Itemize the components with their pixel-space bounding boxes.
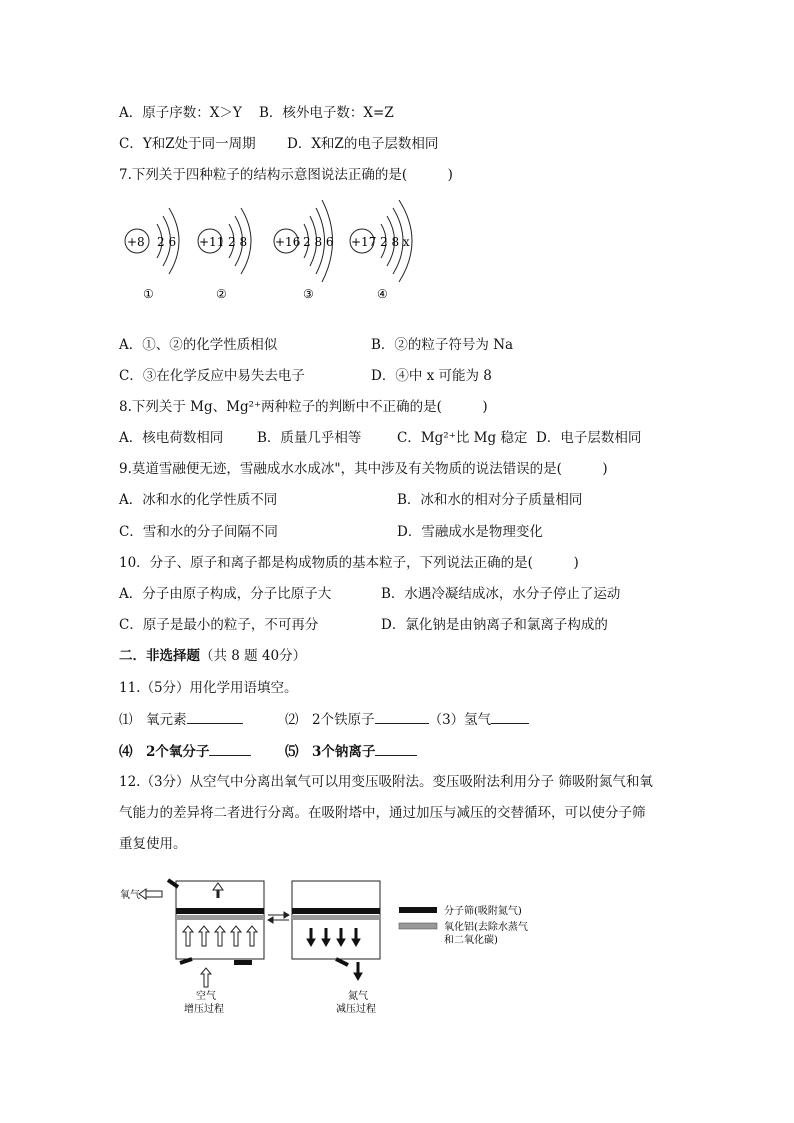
q9-option-d: D．雪融成水是物理变化 — [397, 524, 543, 540]
nitrogen-label: 氮气 — [348, 991, 368, 1002]
q10-stem: 10．分子、原子和离子都是构成物质的基本粒子，下列说法正确的是( ) — [119, 555, 579, 571]
right-sieve-layer — [292, 908, 380, 914]
q6-option-b: B．核外电子数：X=Z — [259, 105, 394, 121]
right-alumina-layer — [292, 915, 380, 920]
air-label: 空气 — [196, 991, 216, 1002]
nitrogen-outlet-arrow — [354, 962, 362, 980]
diagram-1-nucleus: +8 — [127, 235, 145, 249]
q12-line-2: 气能力的差异将二者进行分离。在吸附塔中，通过加压与减压的交替循环，可以使分子筛 — [119, 805, 646, 821]
oxygen-label: 氧气 — [120, 890, 140, 901]
q8-option-a: A．核电荷数相同 — [119, 430, 224, 446]
q7-option-d: D．④中 x 可能为 8 — [371, 368, 492, 384]
q11-stem: 11.（5分）用化学用语填空。 — [119, 680, 298, 696]
left-bottom-plate — [234, 960, 252, 965]
diagram-4-label: ④ — [377, 287, 388, 300]
air-inlet-arrow — [201, 968, 211, 987]
q12-line-1: 12.（3分）从空气中分离出氧气可以用变压吸附法。变压吸附法利用分子 筛吸附氮气和氧 — [119, 774, 653, 790]
q7-option-a: A．①、②的化学性质相似 — [119, 337, 278, 353]
q9-option-b: B．冰和水的相对分子质量相同 — [397, 492, 583, 508]
q11-row-1 — [119, 710, 243, 729]
q11-row-1b — [285, 710, 529, 729]
depressurize-label: 减压过程 — [336, 1004, 376, 1015]
q11-row-2 — [119, 742, 251, 761]
left-bottom-valve — [180, 959, 192, 963]
q8-option-c: C．Mg²⁺比 Mg 稳定 — [397, 430, 528, 446]
q7-option-b: B．②的粒子符号为 Na — [371, 337, 514, 353]
q11-part-2: ⑵ 2个铁原子 — [285, 712, 375, 728]
section-2-note: （共 8 题 40分） — [200, 648, 307, 664]
legend-sieve-label: 分子筛(吸附氮气) — [444, 906, 522, 917]
legend-alumina-label-2: 和二氧化碳) — [444, 935, 498, 946]
q11-part-4: ⑷ 2个氧分子 — [119, 744, 210, 760]
left-alumina-layer — [176, 915, 264, 920]
legend-sieve-swatch — [399, 907, 437, 913]
q11-part-5: ⑸ 3个钠离子 — [285, 744, 376, 760]
legend-alumina-swatch — [399, 923, 437, 929]
q9-option-a: A．冰和水的化学性质不同 — [119, 492, 278, 508]
section-2-title: 二．非选择题 — [119, 648, 200, 664]
q6-option-a — [119, 104, 242, 122]
diagram-2-shells: 2 8 — [228, 235, 248, 249]
q11-answer-blank-5[interactable] — [375, 742, 417, 756]
oxygen-outlet-arrow — [139, 889, 162, 899]
q11-answer-blank-2[interactable] — [375, 710, 429, 724]
diagram-2-label: ② — [216, 287, 227, 300]
diagram-3-shells: 2 8 6 — [303, 235, 334, 249]
cycle-arrows — [268, 912, 289, 923]
q10-option-a: A．分子由原子构成，分子比原子大 — [119, 586, 332, 602]
q11-answer-blank-3[interactable] — [491, 710, 529, 724]
q11-answer-blank-4[interactable] — [209, 742, 251, 756]
q6-option-d: D．X和Z的电子层数相同 — [287, 136, 439, 152]
diagram-4-shells: 2 8 x — [380, 235, 410, 249]
diagram-1-shells: 2 6 — [157, 235, 177, 249]
section-2-heading — [119, 647, 306, 665]
diagram-4-nucleus: +17 — [351, 235, 377, 249]
adsorption-tower-figure — [118, 870, 558, 1020]
q9-stem: 9.莫道雪融便无迹，雪融成水水成冰"，其中涉及有关物质的说法错误的是( ) — [119, 461, 608, 477]
q6-option-c: C．Y和Z处于同一周期 — [119, 136, 256, 152]
q8-stem: 8.下列关于 Mg、Mg²⁺两种粒子的判断中不正确的是( ) — [119, 399, 488, 415]
q11-part-3: （3）氢气 — [428, 712, 492, 728]
q11-answer-blank-1[interactable] — [187, 710, 243, 724]
right-bottom-valve — [336, 959, 348, 965]
atomic-structure-diagrams — [115, 200, 445, 300]
q10-option-c: C．原子是最小的粒子，不可再分 — [119, 617, 319, 633]
q10-option-b: B．水遇冷凝结成冰，水分子停止了运动 — [381, 586, 621, 602]
left-sieve-layer — [176, 908, 264, 914]
q11-part-1: ⑴ 氧元素 — [119, 712, 187, 728]
q7-option-c: C．③在化学反应中易失去电子 — [119, 368, 305, 384]
q8-option-b: B．质量几乎相等 — [257, 430, 362, 446]
pressurize-label: 增压过程 — [184, 1004, 224, 1015]
diagram-3-nucleus: +16 — [275, 235, 301, 249]
diagram-3-label: ③ — [303, 287, 314, 300]
q10-option-d: D．氯化钠是由钠离子和氯离子构成的 — [381, 617, 608, 633]
q8-option-d: D．电子层数相同 — [536, 430, 642, 446]
q9-option-c: C．雪和水的分子间隔不同 — [119, 524, 278, 540]
q11-row-2b — [285, 742, 417, 761]
q12-line-3: 重复使用。 — [119, 836, 187, 852]
legend-alumina-label-1: 氧化铝(去除水蒸气 — [444, 922, 528, 933]
q7-stem: 7.下列关于四种粒子的结构示意图说法正确的是( ) — [119, 167, 453, 183]
diagram-2-nucleus: +11 — [199, 235, 225, 249]
diagram-1-label: ① — [143, 287, 154, 300]
q6-option-a-text: A．原子序数：X＞Y — [119, 105, 242, 121]
